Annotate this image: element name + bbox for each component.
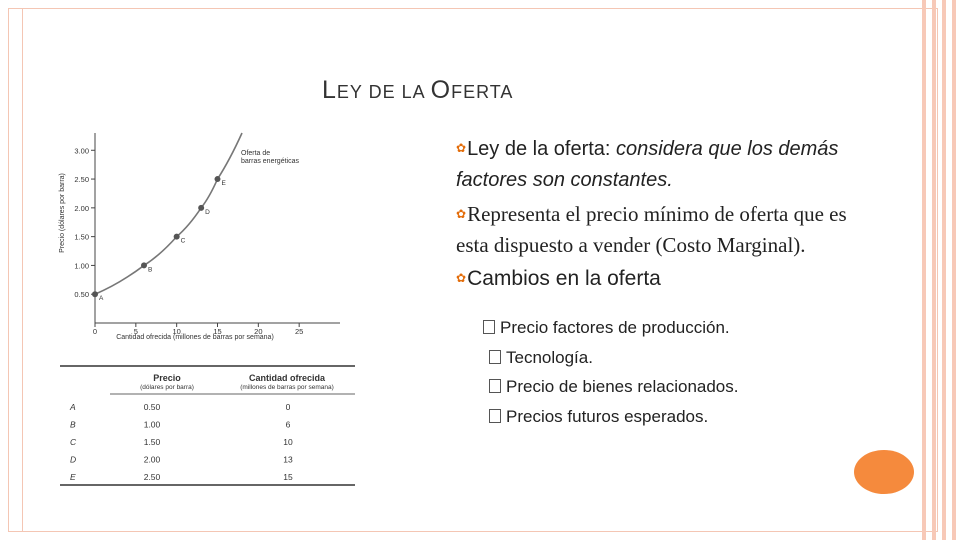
- x-tick-label: 10: [172, 327, 181, 336]
- header-price-sub: (dólares por barra): [140, 384, 194, 391]
- bullet-1: ✿Ley de la oferta: considera que los demás factores son constantes.: [456, 138, 839, 191]
- sub-bullet-item: Precios futuros esperados.: [483, 402, 738, 432]
- slide-title: LEY DE LA OFERTA: [322, 76, 514, 104]
- table-row: [70, 455, 293, 465]
- y-tick-label: 1.50: [74, 232, 89, 242]
- row-price: 1.00: [143, 419, 161, 430]
- row-qty: 15: [283, 472, 293, 482]
- table-rows: [69, 402, 293, 482]
- y-tick-label: 2.00: [74, 203, 89, 213]
- box-bullet-icon: [483, 320, 495, 334]
- y-axis-label: Precio (dólares por barra): [59, 173, 66, 253]
- data-point-c: [174, 234, 180, 240]
- x-tick-label: 15: [213, 327, 222, 336]
- curve-label: Oferta de barras energéticas: [241, 150, 299, 165]
- x-tick-label: 25: [294, 327, 304, 336]
- table-row: [70, 437, 293, 447]
- data-points: [92, 176, 227, 302]
- decor-stripe: [932, 0, 936, 540]
- row-price: 0.50: [143, 402, 161, 412]
- row-price: 1.50: [143, 437, 161, 447]
- data-point-d: [198, 205, 204, 211]
- row-qty: 13: [283, 454, 293, 465]
- data-point-b: [141, 262, 147, 268]
- point-label-a: A: [99, 295, 104, 303]
- y-tick-label: 1.00: [74, 261, 89, 271]
- point-label-b: B: [148, 266, 153, 274]
- decor-stripe: [922, 0, 926, 540]
- data-point-e: [215, 176, 221, 182]
- flower-bullet-icon: ✿: [456, 141, 467, 155]
- row-label: C: [70, 437, 77, 447]
- decor-stripe: [952, 0, 956, 540]
- row-qty: 10: [283, 437, 293, 447]
- header-qty-sub: (millones de barras por semana): [240, 384, 334, 391]
- bullet-2: ✿Representa el precio mínimo de oferta que es esta dispuesto a vender (Costo Marginal).: [456, 202, 847, 257]
- table-row: [70, 420, 291, 430]
- sub-bullet-item: Tecnología.: [483, 343, 738, 373]
- x-axis-label: Cantidad ofrecida (millones de barras por semana): [116, 334, 274, 341]
- table-row: [70, 472, 293, 482]
- row-price: 2.50: [143, 472, 161, 482]
- header-qty: Cantidad ofrecida: [248, 373, 326, 383]
- point-label-c: C: [180, 237, 186, 245]
- sub-bullet-item: Precio de bienes relacionados.: [483, 372, 738, 402]
- flower-bullet-icon: ✿: [456, 271, 467, 285]
- flower-bullet-icon: ✿: [456, 207, 467, 221]
- table-row: [69, 402, 291, 412]
- tick-labels: [74, 146, 303, 336]
- y-tick-label: 2.50: [74, 175, 89, 185]
- axes: [95, 133, 340, 323]
- row-price: 2.00: [143, 454, 161, 465]
- x-tick-label: 5: [133, 327, 138, 336]
- point-label-e: E: [221, 180, 226, 188]
- supply-table: [55, 362, 360, 490]
- sub-bullet-item: Precio factores de producción.: [483, 313, 738, 343]
- decorative-circle: [854, 450, 914, 494]
- decor-stripe: [942, 0, 946, 540]
- box-bullet-icon: [489, 350, 501, 364]
- box-bullet-icon: [489, 409, 501, 423]
- y-tick-label: 0.50: [74, 290, 89, 300]
- y-tick-label: 3.00: [74, 146, 89, 156]
- bullet-3: ✿Cambios en la oferta: [456, 267, 661, 290]
- frame-left-line: [22, 8, 23, 532]
- row-qty: 0: [285, 402, 291, 412]
- data-point-a: [92, 291, 98, 297]
- row-qty: 6: [285, 419, 291, 430]
- x-tick-label: 20: [254, 327, 263, 336]
- point-label-d: D: [205, 208, 210, 216]
- row-label: B: [70, 419, 76, 430]
- supply-curve: [95, 133, 242, 294]
- sub-bullet-list: [483, 313, 738, 431]
- bullet-list: [456, 133, 856, 294]
- supply-chart: [55, 128, 355, 343]
- row-label: E: [70, 472, 76, 482]
- row-label: A: [70, 402, 76, 412]
- row-label: D: [70, 454, 77, 465]
- x-tick-label: 0: [92, 327, 98, 336]
- header-price: Precio: [153, 373, 181, 383]
- box-bullet-icon: [489, 379, 501, 393]
